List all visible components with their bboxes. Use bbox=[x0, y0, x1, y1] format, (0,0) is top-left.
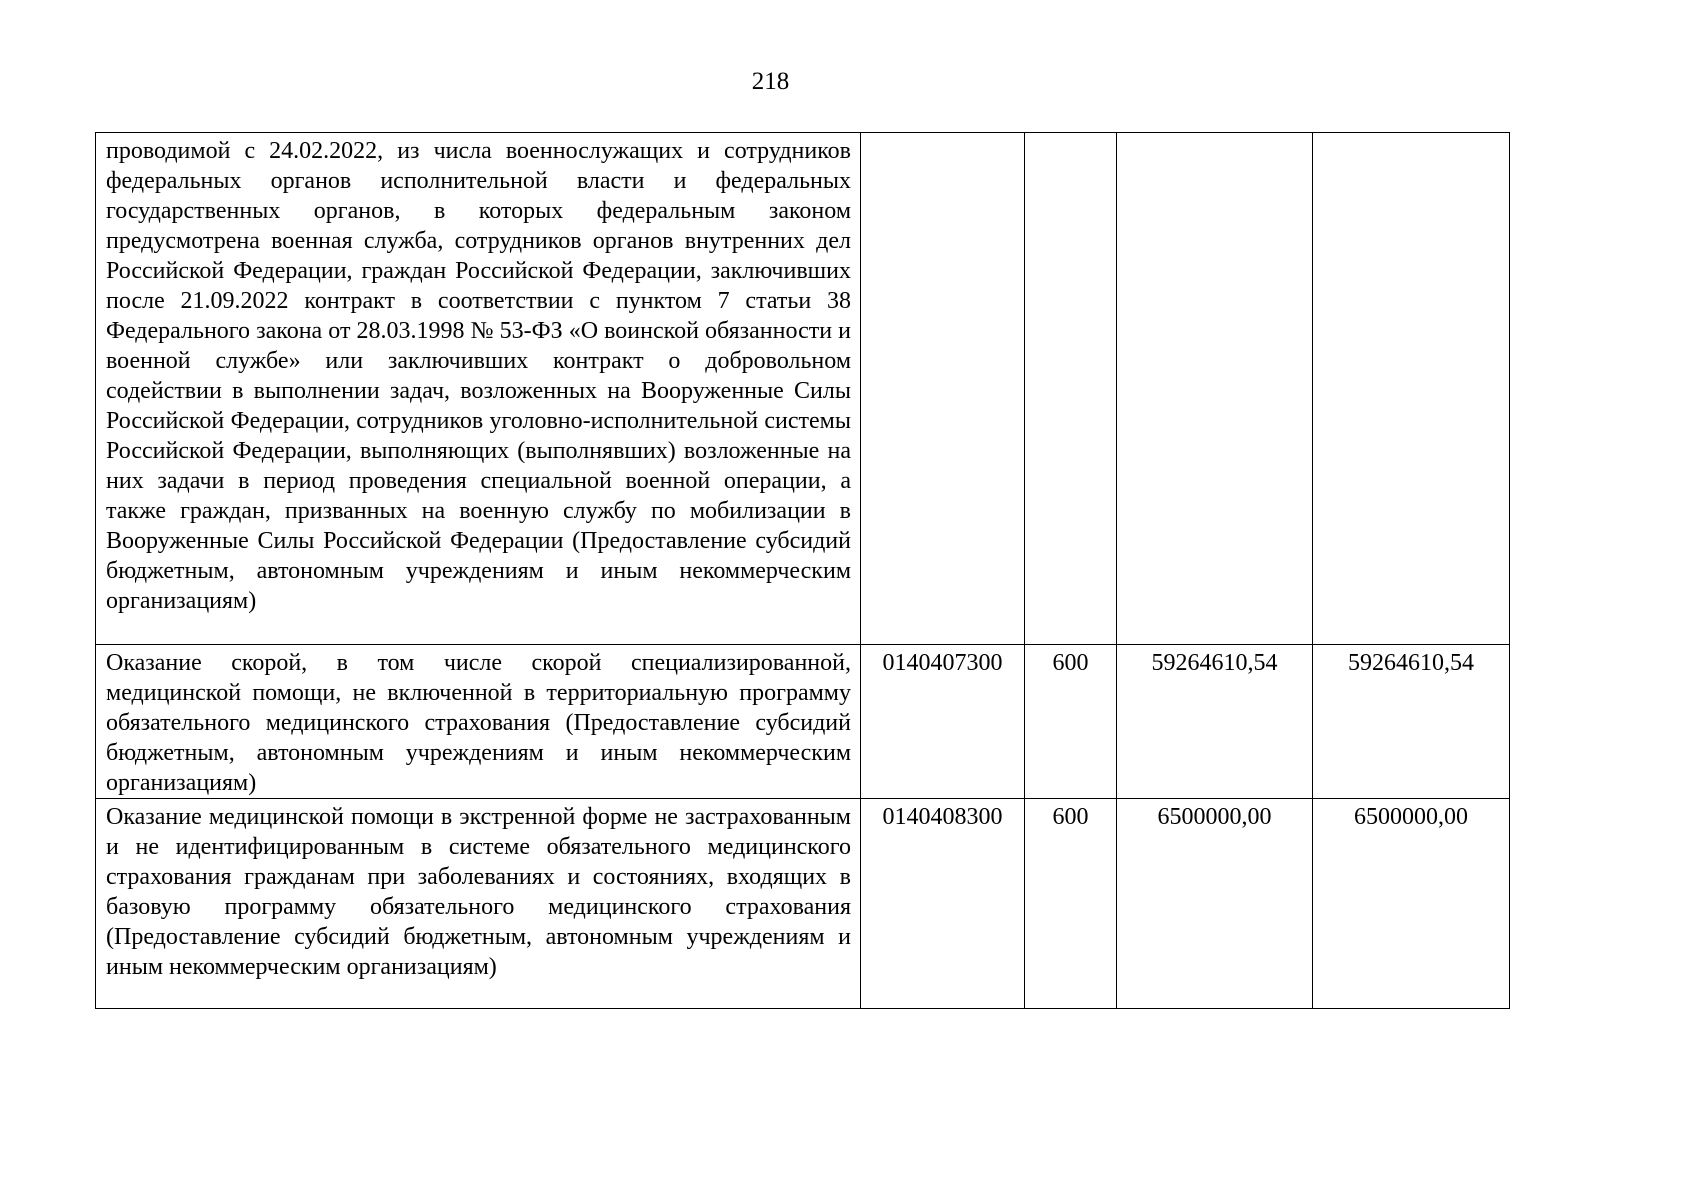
expense-type: 600 bbox=[1025, 645, 1117, 799]
target-article-code bbox=[861, 133, 1025, 645]
row-description: Оказание медицинской помощи в экстренной форме не застрахованным и не идентифицированным в системе обязательного медицинского страхования гражданам при заболеваниях и состояниях, входящих в базовую программу обязательного медицинского страхования (Предоставление субсидий бюджетным, автономным учреждениям и иным некоммерческим организациям) bbox=[96, 799, 861, 1009]
budget-table bbox=[95, 132, 1510, 1009]
row-description: Оказание скорой, в том числе скорой специализированной, медицинской помощи, не включенной в территориальную программу обязательного медицинского страхования (Предоставление субсидий бюджетным, автономным учреждениям и иным некоммерческим организациям) bbox=[96, 645, 861, 799]
expense-type bbox=[1025, 133, 1117, 645]
table-row bbox=[96, 133, 1510, 645]
amount-2: 6500000,00 bbox=[1313, 799, 1510, 1009]
row-description: проводимой с 24.02.2022, из числа военнослужащих и сотрудников федеральных органов исполнительной власти и федеральных государственных органов, в которых федеральным законом предусмотрена военная служба, сотрудников органов внутренних дел Российской Федерации, граждан Российской Федерации, заключивших после 21.09.2022 контракт в соответствии с пунктом 7 статьи 38 Федерального закона от 28.03.1998 № 53-ФЗ «О воинской обязанности и военной службе» или заключивших контракт о добровольном содействии в выполнении задач, возложенных на Вооруженные Силы Российской Федерации, сотрудников уголовно-исполнительной системы Российской Федерации, выполняющих (выполнявших) возложенные на них задачи в период проведения специальной военной операции, а также граждан, призванных на военную службу по мобилизации в Вооруженные Силы Российской Федерации (Предоставление субсидий бюджетным, автономным учреждениям и иным некоммерческим организациям) bbox=[96, 133, 861, 645]
table-row bbox=[96, 799, 1510, 1009]
amount-1: 59264610,54 bbox=[1117, 645, 1313, 799]
table-row bbox=[96, 645, 1510, 799]
amount-2 bbox=[1313, 133, 1510, 645]
amount-1: 6500000,00 bbox=[1117, 799, 1313, 1009]
target-article-code: 0140407300 bbox=[861, 645, 1025, 799]
amount-2: 59264610,54 bbox=[1313, 645, 1510, 799]
amount-1 bbox=[1117, 133, 1313, 645]
expense-type: 600 bbox=[1025, 799, 1117, 1009]
page-number: 218 bbox=[751, 68, 790, 95]
target-article-code: 0140408300 bbox=[861, 799, 1025, 1009]
